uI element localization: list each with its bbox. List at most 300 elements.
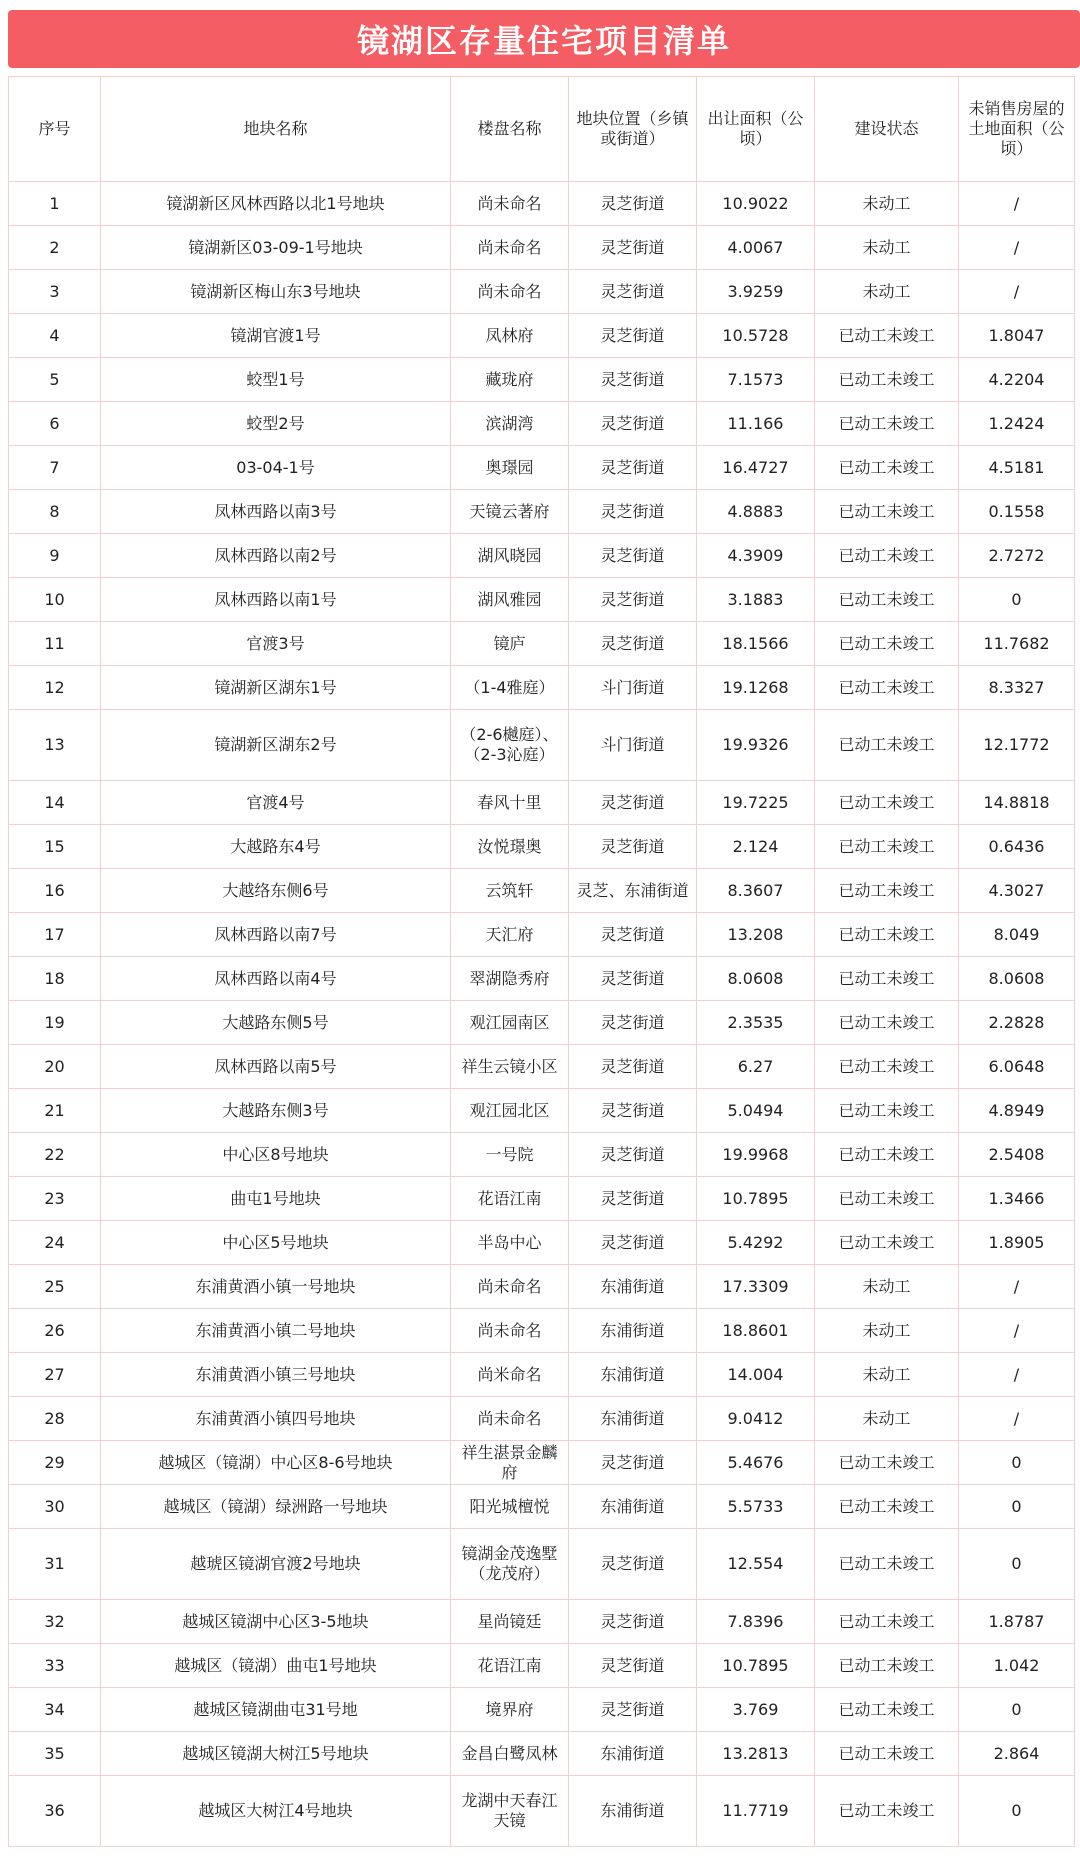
cell-plot-name: 曲屯1号地块 [101, 1177, 451, 1221]
cell-plot-name: 越城区（镜湖）绿洲路一号地块 [101, 1485, 451, 1529]
cell-status: 已动工未竣工 [815, 913, 959, 957]
table-row [9, 1001, 1075, 1045]
cell-index: 36 [9, 1776, 101, 1847]
cell-plot-name: 凤林西路以南5号 [101, 1045, 451, 1089]
cell-unsold-area: 1.042 [959, 1644, 1075, 1688]
cell-location: 灵芝街道 [569, 825, 697, 869]
table-row [9, 270, 1075, 314]
cell-project-name: 尚未命名 [451, 270, 569, 314]
cell-index: 3 [9, 270, 101, 314]
cell-index: 8 [9, 490, 101, 534]
cell-plot-name: 镜湖官渡1号 [101, 314, 451, 358]
cell-location: 灵芝街道 [569, 446, 697, 490]
cell-index: 25 [9, 1265, 101, 1309]
cell-unsold-area: / [959, 270, 1075, 314]
cell-location: 东浦街道 [569, 1732, 697, 1776]
table-row [9, 1353, 1075, 1397]
cell-status: 已动工未竣工 [815, 869, 959, 913]
cell-unsold-area: 0.1558 [959, 490, 1075, 534]
cell-area: 18.8601 [697, 1309, 815, 1353]
header-unsold-area: 未销售房屋的土地面积（公顷） [959, 77, 1075, 182]
cell-status: 未动工 [815, 182, 959, 226]
cell-project-name: 尚未命名 [451, 1265, 569, 1309]
cell-unsold-area: / [959, 1397, 1075, 1441]
cell-index: 18 [9, 957, 101, 1001]
table-row [9, 666, 1075, 710]
cell-status: 已动工未竣工 [815, 490, 959, 534]
cell-status: 已动工未竣工 [815, 666, 959, 710]
cell-area: 10.5728 [697, 314, 815, 358]
cell-index: 4 [9, 314, 101, 358]
cell-unsold-area: 2.2828 [959, 1001, 1075, 1045]
cell-unsold-area: 4.5181 [959, 446, 1075, 490]
cell-index: 30 [9, 1485, 101, 1529]
table-row [9, 1776, 1075, 1847]
cell-location: 灵芝街道 [569, 1600, 697, 1644]
cell-plot-name: 东浦黄酒小镇二号地块 [101, 1309, 451, 1353]
cell-unsold-area: 4.8949 [959, 1089, 1075, 1133]
cell-location: 灵芝街道 [569, 913, 697, 957]
cell-project-name: 镜湖金茂逸墅（龙茂府） [451, 1529, 569, 1600]
table-row [9, 314, 1075, 358]
cell-unsold-area: 0.6436 [959, 825, 1075, 869]
cell-location: 灵芝街道 [569, 781, 697, 825]
cell-location: 灵芝街道 [569, 957, 697, 1001]
cell-project-name: 藏珑府 [451, 358, 569, 402]
cell-location: 灵芝街道 [569, 490, 697, 534]
cell-unsold-area: 8.049 [959, 913, 1075, 957]
cell-plot-name: 东浦黄酒小镇一号地块 [101, 1265, 451, 1309]
cell-index: 10 [9, 578, 101, 622]
cell-index: 11 [9, 622, 101, 666]
cell-index: 17 [9, 913, 101, 957]
cell-project-name: 花语江南 [451, 1177, 569, 1221]
cell-index: 31 [9, 1529, 101, 1600]
cell-area: 7.1573 [697, 358, 815, 402]
cell-index: 9 [9, 534, 101, 578]
cell-status: 已动工未竣工 [815, 1644, 959, 1688]
cell-index: 26 [9, 1309, 101, 1353]
cell-location: 斗门街道 [569, 710, 697, 781]
cell-plot-name: 中心区8号地块 [101, 1133, 451, 1177]
cell-project-name: 尚未命名 [451, 182, 569, 226]
cell-index: 14 [9, 781, 101, 825]
cell-plot-name: 凤林西路以南3号 [101, 490, 451, 534]
cell-plot-name: 越城区镜湖中心区3-5地块 [101, 1600, 451, 1644]
cell-unsold-area: 4.2204 [959, 358, 1075, 402]
cell-status: 已动工未竣工 [815, 710, 959, 781]
cell-plot-name: 凤林西路以南2号 [101, 534, 451, 578]
cell-area: 4.3909 [697, 534, 815, 578]
cell-area: 13.208 [697, 913, 815, 957]
cell-location: 东浦街道 [569, 1309, 697, 1353]
cell-plot-name: 越琥区镜湖官渡2号地块 [101, 1529, 451, 1600]
cell-status: 未动工 [815, 226, 959, 270]
cell-index: 15 [9, 825, 101, 869]
cell-plot-name: 东浦黄酒小镇四号地块 [101, 1397, 451, 1441]
cell-index: 28 [9, 1397, 101, 1441]
cell-location: 东浦街道 [569, 1485, 697, 1529]
cell-location: 灵芝、东浦街道 [569, 869, 697, 913]
header-plot-name: 地块名称 [101, 77, 451, 182]
cell-unsold-area: 1.3466 [959, 1177, 1075, 1221]
header-location: 地块位置（乡镇或街道） [569, 77, 697, 182]
cell-location: 灵芝街道 [569, 1001, 697, 1045]
cell-area: 3.769 [697, 1688, 815, 1732]
table-row [9, 1133, 1075, 1177]
cell-plot-name: 越城区镜湖曲屯31号地 [101, 1688, 451, 1732]
cell-area: 9.0412 [697, 1397, 815, 1441]
table-row [9, 1221, 1075, 1265]
cell-project-name: 凤林府 [451, 314, 569, 358]
cell-project-name: 尚未命名 [451, 226, 569, 270]
cell-status: 已动工未竣工 [815, 1441, 959, 1485]
cell-location: 灵芝街道 [569, 578, 697, 622]
cell-project-name: 金昌白鹭凤林 [451, 1732, 569, 1776]
cell-area: 3.9259 [697, 270, 815, 314]
cell-location: 灵芝街道 [569, 1045, 697, 1089]
cell-plot-name: 中心区5号地块 [101, 1221, 451, 1265]
cell-area: 7.8396 [697, 1600, 815, 1644]
cell-location: 东浦街道 [569, 1265, 697, 1309]
cell-area: 14.004 [697, 1353, 815, 1397]
cell-unsold-area: 1.8787 [959, 1600, 1075, 1644]
cell-project-name: 湖风雅园 [451, 578, 569, 622]
cell-unsold-area: / [959, 182, 1075, 226]
cell-project-name: 尚未命名 [451, 1397, 569, 1441]
cell-status: 已动工未竣工 [815, 1177, 959, 1221]
cell-status: 已动工未竣工 [815, 1529, 959, 1600]
cell-area: 19.9326 [697, 710, 815, 781]
cell-area: 5.5733 [697, 1485, 815, 1529]
cell-project-name: 翠湖隐秀府 [451, 957, 569, 1001]
cell-unsold-area: 4.3027 [959, 869, 1075, 913]
cell-project-name: 春风十里 [451, 781, 569, 825]
cell-unsold-area: 12.1772 [959, 710, 1075, 781]
cell-area: 18.1566 [697, 622, 815, 666]
cell-status: 已动工未竣工 [815, 534, 959, 578]
cell-area: 4.8883 [697, 490, 815, 534]
cell-unsold-area: 2.7272 [959, 534, 1075, 578]
table-row [9, 1688, 1075, 1732]
cell-location: 灵芝街道 [569, 1529, 697, 1600]
table-header [9, 77, 1075, 182]
cell-project-name: 滨湖湾 [451, 402, 569, 446]
cell-location: 灵芝街道 [569, 1133, 697, 1177]
cell-location: 灵芝街道 [569, 622, 697, 666]
cell-plot-name: 凤林西路以南4号 [101, 957, 451, 1001]
header-area: 出让面积（公顷） [697, 77, 815, 182]
cell-project-name: 天镜云著府 [451, 490, 569, 534]
cell-unsold-area: / [959, 1265, 1075, 1309]
cell-plot-name: 大越络东侧6号 [101, 869, 451, 913]
cell-area: 19.7225 [697, 781, 815, 825]
cell-project-name: 祥生云镜小区 [451, 1045, 569, 1089]
cell-plot-name: 镜湖新区03-09-1号地块 [101, 226, 451, 270]
cell-unsold-area: / [959, 1353, 1075, 1397]
cell-index: 6 [9, 402, 101, 446]
cell-project-name: 观江园北区 [451, 1089, 569, 1133]
cell-status: 已动工未竣工 [815, 825, 959, 869]
cell-index: 21 [9, 1089, 101, 1133]
cell-plot-name: 镜湖新区湖东2号 [101, 710, 451, 781]
cell-area: 8.0608 [697, 957, 815, 1001]
table-row [9, 1045, 1075, 1089]
cell-status: 已动工未竣工 [815, 1221, 959, 1265]
header-row [9, 77, 1075, 182]
cell-plot-name: 蛟型1号 [101, 358, 451, 402]
cell-index: 19 [9, 1001, 101, 1045]
table-row [9, 781, 1075, 825]
cell-status: 未动工 [815, 1309, 959, 1353]
cell-plot-name: 官渡4号 [101, 781, 451, 825]
cell-status: 已动工未竣工 [815, 1485, 959, 1529]
cell-location: 灵芝街道 [569, 1221, 697, 1265]
table-row [9, 622, 1075, 666]
cell-area: 11.7719 [697, 1776, 815, 1847]
cell-plot-name: 凤林西路以南7号 [101, 913, 451, 957]
cell-unsold-area: 1.8047 [959, 314, 1075, 358]
cell-area: 11.166 [697, 402, 815, 446]
cell-location: 灵芝街道 [569, 402, 697, 446]
cell-status: 已动工未竣工 [815, 1089, 959, 1133]
cell-area: 13.2813 [697, 1732, 815, 1776]
table-row [9, 182, 1075, 226]
cell-project-name: 尚米命名 [451, 1353, 569, 1397]
cell-project-name: 奥璟园 [451, 446, 569, 490]
header-status: 建设状态 [815, 77, 959, 182]
cell-index: 22 [9, 1133, 101, 1177]
cell-status: 未动工 [815, 1265, 959, 1309]
cell-status: 已动工未竣工 [815, 402, 959, 446]
table-row [9, 913, 1075, 957]
cell-area: 12.554 [697, 1529, 815, 1600]
cell-plot-name: 大越路东4号 [101, 825, 451, 869]
cell-plot-name: 越城区（镜湖）曲屯1号地块 [101, 1644, 451, 1688]
cell-index: 20 [9, 1045, 101, 1089]
cell-plot-name: 越城区镜湖大树江5号地块 [101, 1732, 451, 1776]
cell-plot-name: 大越路东侧5号 [101, 1001, 451, 1045]
cell-location: 灵芝街道 [569, 1441, 697, 1485]
cell-project-name: 花语江南 [451, 1644, 569, 1688]
cell-area: 4.0067 [697, 226, 815, 270]
cell-index: 24 [9, 1221, 101, 1265]
cell-project-name: 祥生湛景金麟府 [451, 1441, 569, 1485]
cell-plot-name: 镜湖新区梅山东3号地块 [101, 270, 451, 314]
cell-area: 6.27 [697, 1045, 815, 1089]
cell-area: 19.1268 [697, 666, 815, 710]
cell-status: 已动工未竣工 [815, 358, 959, 402]
cell-status: 已动工未竣工 [815, 1776, 959, 1847]
table-row [9, 1441, 1075, 1485]
header-project-name: 楼盘名称 [451, 77, 569, 182]
cell-project-name: 半岛中心 [451, 1221, 569, 1265]
cell-plot-name: 越城区（镜湖）中心区8-6号地块 [101, 1441, 451, 1485]
table-row [9, 869, 1075, 913]
cell-project-name: 汝悦璟奥 [451, 825, 569, 869]
cell-index: 1 [9, 182, 101, 226]
cell-project-name: （1-4雅庭） [451, 666, 569, 710]
cell-unsold-area: 0 [959, 1441, 1075, 1485]
cell-area: 5.0494 [697, 1089, 815, 1133]
cell-status: 已动工未竣工 [815, 1600, 959, 1644]
table-row [9, 226, 1075, 270]
cell-location: 灵芝街道 [569, 226, 697, 270]
cell-status: 已动工未竣工 [815, 446, 959, 490]
cell-index: 34 [9, 1688, 101, 1732]
project-table [8, 76, 1075, 1847]
table-row [9, 1732, 1075, 1776]
table-row [9, 1600, 1075, 1644]
cell-index: 13 [9, 710, 101, 781]
cell-status: 已动工未竣工 [815, 314, 959, 358]
cell-unsold-area: 8.0608 [959, 957, 1075, 1001]
cell-status: 已动工未竣工 [815, 1001, 959, 1045]
cell-location: 东浦街道 [569, 1397, 697, 1441]
cell-unsold-area: 0 [959, 1485, 1075, 1529]
cell-project-name: 一号院 [451, 1133, 569, 1177]
cell-unsold-area: 1.2424 [959, 402, 1075, 446]
cell-index: 2 [9, 226, 101, 270]
cell-status: 已动工未竣工 [815, 1045, 959, 1089]
cell-project-name: 尚未命名 [451, 1309, 569, 1353]
cell-status: 未动工 [815, 270, 959, 314]
cell-index: 32 [9, 1600, 101, 1644]
cell-location: 东浦街道 [569, 1353, 697, 1397]
cell-status: 已动工未竣工 [815, 578, 959, 622]
cell-location: 灵芝街道 [569, 1177, 697, 1221]
cell-location: 灵芝街道 [569, 1688, 697, 1732]
cell-unsold-area: 8.3327 [959, 666, 1075, 710]
header-index: 序号 [9, 77, 101, 182]
cell-plot-name: 镜湖新区湖东1号 [101, 666, 451, 710]
cell-project-name: 镜庐 [451, 622, 569, 666]
cell-location: 斗门街道 [569, 666, 697, 710]
cell-location: 灵芝街道 [569, 270, 697, 314]
cell-location: 东浦街道 [569, 1776, 697, 1847]
table-body [9, 182, 1075, 1847]
cell-area: 10.7895 [697, 1177, 815, 1221]
table-row [9, 1265, 1075, 1309]
table-row [9, 1397, 1075, 1441]
cell-index: 5 [9, 358, 101, 402]
cell-area: 10.7895 [697, 1644, 815, 1688]
cell-area: 3.1883 [697, 578, 815, 622]
cell-location: 灵芝街道 [569, 358, 697, 402]
table-row [9, 1529, 1075, 1600]
cell-location: 灵芝街道 [569, 314, 697, 358]
table-row [9, 490, 1075, 534]
cell-area: 5.4292 [697, 1221, 815, 1265]
cell-status: 已动工未竣工 [815, 1133, 959, 1177]
table-row [9, 578, 1075, 622]
cell-project-name: 境界府 [451, 1688, 569, 1732]
cell-area: 16.4727 [697, 446, 815, 490]
table-row [9, 534, 1075, 578]
table-row [9, 1089, 1075, 1133]
cell-unsold-area: 2.5408 [959, 1133, 1075, 1177]
cell-unsold-area: 14.8818 [959, 781, 1075, 825]
cell-plot-name: 东浦黄酒小镇三号地块 [101, 1353, 451, 1397]
cell-plot-name: 越城区大树江4号地块 [101, 1776, 451, 1847]
table-row [9, 710, 1075, 781]
cell-index: 29 [9, 1441, 101, 1485]
table-row [9, 1177, 1075, 1221]
cell-unsold-area: 0 [959, 1776, 1075, 1847]
table-row [9, 1644, 1075, 1688]
cell-project-name: 星尚镜廷 [451, 1600, 569, 1644]
table-row [9, 358, 1075, 402]
cell-project-name: 云筑轩 [451, 869, 569, 913]
cell-location: 灵芝街道 [569, 534, 697, 578]
cell-plot-name: 蛟型2号 [101, 402, 451, 446]
cell-unsold-area: / [959, 1309, 1075, 1353]
cell-location: 灵芝街道 [569, 182, 697, 226]
cell-unsold-area: 0 [959, 578, 1075, 622]
cell-area: 10.9022 [697, 182, 815, 226]
cell-index: 23 [9, 1177, 101, 1221]
cell-index: 35 [9, 1732, 101, 1776]
cell-index: 16 [9, 869, 101, 913]
cell-project-name: 龙湖中天春江天镜 [451, 1776, 569, 1847]
cell-index: 33 [9, 1644, 101, 1688]
cell-unsold-area: 1.8905 [959, 1221, 1075, 1265]
cell-project-name: 观江园南区 [451, 1001, 569, 1045]
cell-status: 已动工未竣工 [815, 1732, 959, 1776]
cell-plot-name: 官渡3号 [101, 622, 451, 666]
cell-area: 2.3535 [697, 1001, 815, 1045]
cell-status: 未动工 [815, 1353, 959, 1397]
cell-plot-name: 03-04-1号 [101, 446, 451, 490]
cell-area: 2.124 [697, 825, 815, 869]
cell-unsold-area: 6.0648 [959, 1045, 1075, 1089]
cell-location: 灵芝街道 [569, 1644, 697, 1688]
cell-unsold-area: 0 [959, 1529, 1075, 1600]
cell-status: 未动工 [815, 1397, 959, 1441]
cell-project-name: 湖风晓园 [451, 534, 569, 578]
cell-project-name: 天汇府 [451, 913, 569, 957]
document [8, 10, 1080, 1847]
cell-plot-name: 镜湖新区风林西路以北1号地块 [101, 182, 451, 226]
cell-plot-name: 大越路东侧3号 [101, 1089, 451, 1133]
cell-status: 已动工未竣工 [815, 781, 959, 825]
cell-status: 已动工未竣工 [815, 622, 959, 666]
cell-plot-name: 凤林西路以南1号 [101, 578, 451, 622]
cell-unsold-area: / [959, 226, 1075, 270]
cell-project-name: 阳光城檀悦 [451, 1485, 569, 1529]
table-row [9, 957, 1075, 1001]
cell-area: 17.3309 [697, 1265, 815, 1309]
cell-area: 8.3607 [697, 869, 815, 913]
cell-area: 19.9968 [697, 1133, 815, 1177]
table-row [9, 825, 1075, 869]
table-row [9, 1309, 1075, 1353]
cell-index: 7 [9, 446, 101, 490]
cell-status: 已动工未竣工 [815, 1688, 959, 1732]
cell-unsold-area: 11.7682 [959, 622, 1075, 666]
cell-status: 已动工未竣工 [815, 957, 959, 1001]
cell-location: 灵芝街道 [569, 1089, 697, 1133]
cell-index: 27 [9, 1353, 101, 1397]
cell-area: 5.4676 [697, 1441, 815, 1485]
table-row [9, 1485, 1075, 1529]
page-title: 镜湖区存量住宅项目清单 [8, 10, 1080, 68]
cell-index: 12 [9, 666, 101, 710]
table-row [9, 402, 1075, 446]
cell-unsold-area: 0 [959, 1688, 1075, 1732]
cell-project-name: （2-6樾庭）、（2-3沁庭） [451, 710, 569, 781]
table-row [9, 446, 1075, 490]
